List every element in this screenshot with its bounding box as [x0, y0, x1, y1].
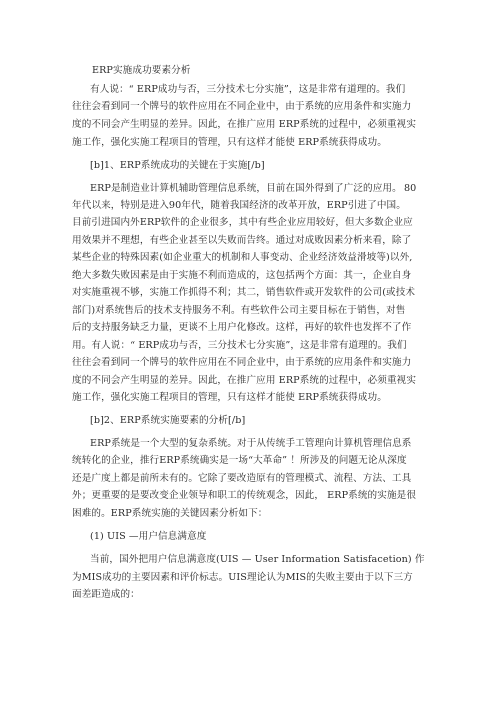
text-line: 度的不同会产生明显的差异。因此，在推广应用 ERP系统的过程中，必须重视实 [72, 119, 417, 130]
text-line: 往往会看到同一个牌号的软件应用在不同企业中，由于系统的应用条件和实施力 [72, 357, 412, 368]
text-line: 年代以来，特别是进入90年代，随着我国经济的改革开放，ERP引进了中国。 [72, 200, 406, 211]
text-line: 施工作，强化实施工程项目的管理，只有这样才能使 ERP系统获得成功。 [72, 392, 387, 403]
text-line: 困难的。ERP系统实施的关键因素分析如下： [72, 508, 268, 519]
text-line: 目前引进国内外ERP软件的企业很多，其中有些企业应用较好，但大多数企业应 [72, 217, 413, 228]
list-item: (1) UIS —用户信息满意度 [90, 531, 207, 542]
section-heading: [b]2、ERP系统实施要素的分析[/b] [90, 415, 246, 426]
text-line: 往往会看到同一个牌号的软件应用在不同企业中，由于系统的应用条件和实施力 [72, 101, 412, 112]
text-line: 用效果并不理想，有些企业甚至以失败而告终。通过对成败因素分析来看，除了 [72, 235, 412, 246]
text-line: 有人说：“ ERP成功与否，三分技术七分实施”，这是非常有道理的。我们 [90, 84, 406, 95]
section-heading: [b]1、ERP系统成功的关键在于实施[/b] [90, 160, 265, 171]
text-line: 统转化的企业，推行ERP系统确实是一场“大革命” ！所涉及的问题无论从深度 [72, 455, 407, 466]
text-line: 面差距造成的： [72, 589, 140, 600]
text-line: 外；更重要的是要改变企业领导和职工的传统观念，因此， ERP系统的实施是很 [72, 490, 417, 501]
text-line: 绝大多数失败因素是由于实施不利而造成的，这包括两个方面：其一，企业自身 [72, 270, 412, 281]
side-number: 80 [404, 183, 417, 194]
text-line: 当前，国外把用户信息满意度(UIS — User Information Satisfacetion) 作 [90, 554, 425, 565]
text-line: ERP是制造业计算机辅助管理信息系统，目前在国外得到了广泛的应用。 [90, 183, 402, 194]
text-line: ERP系统是一个大型的复杂系统。对于从传统手工管理向计算机管理信息系 [90, 438, 412, 449]
text-line: 部门)对系统售后的技术支持服务不利。有些软件公司主要目标在于销售，对售 [72, 305, 406, 316]
text-line: 后的支持服务缺乏力量，更谈不上用户化修改。这样，再好的软件也发挥不了作 [72, 322, 412, 333]
text-line: 度的不同会产生明显的差异。因此，在推广应用 ERP系统的过程中，必须重视实 [72, 375, 417, 386]
text-line: 施工作，强化实施工程项目的管理，只有这样才能使 ERP系统获得成功。 [72, 137, 387, 148]
text-line: 为MIS成功的主要因素和评价标志。UIS理论认为MIS的失败主要由于以下三方 [72, 572, 413, 583]
text-line: 还是广度上都是前所未有的。它除了要改造原有的管理模式、流程、方法、工具 [72, 473, 412, 484]
text-line: 对实施重视不够，实施工作抓得不利；其二，销售软件或开发软件的公司(或技术 [72, 287, 416, 298]
text-line: 某些企业的特殊因素(如企业重大的机制和人事变动、企业经济效益滑坡等)以外, [72, 252, 413, 263]
text-line: 用。有人说：“ ERP成功与否，三分技术七分实施”，这是非常有道理的。我们 [72, 340, 407, 351]
document-title: ERP实施成功要素分析 [92, 65, 191, 76]
